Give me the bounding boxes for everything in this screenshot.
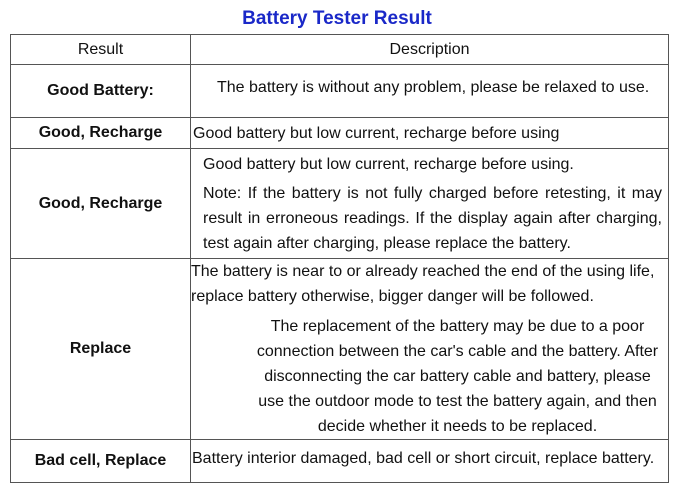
description-text: Battery interior damaged, bad cell or short circuit, replace battery. <box>192 449 655 467</box>
table-row <box>11 118 669 149</box>
result-cell: Good Battery: <box>11 65 191 118</box>
table-row <box>11 65 669 118</box>
result-cell: Bad cell, Replace <box>11 440 191 483</box>
description-note: Note: If the battery is not fully charged before retesting, it may result in erroneous readings. If the display again after charging, test again after charging, please replace the battery. <box>203 184 662 252</box>
battery-result-table <box>10 34 669 483</box>
description-cell <box>191 118 669 149</box>
result-cell: Good, Recharge <box>11 149 191 259</box>
description-column-header: Description <box>191 35 669 65</box>
description-text: Good battery but low current, recharge before using <box>193 124 560 142</box>
description-cell <box>191 440 669 483</box>
table-row <box>11 149 669 259</box>
description-cell <box>191 149 669 259</box>
result-cell: Good, Recharge <box>11 118 191 149</box>
description-cell <box>191 65 669 118</box>
description-cell <box>191 259 669 440</box>
result-cell: Replace <box>11 259 191 440</box>
result-column-header: Result <box>11 35 191 65</box>
description-note: The replacement of the battery may be due to a poor connection between the car's cable and the battery. After disconnecting the car battery cable and battery, please use the outdoor mode to test the battery again, and then decide whether it needs to be replaced. <box>256 318 659 435</box>
description-text: The battery is without any problem, please be relaxed to use. <box>217 78 650 96</box>
description-text: Good battery but low current, recharge before using. <box>203 155 574 173</box>
table-header-row <box>11 35 669 65</box>
description-text: The battery is near to or already reached the end of the using life, replace battery otherwise, bigger danger will be followed. <box>191 263 655 305</box>
document-title: Battery Tester Result <box>242 8 432 29</box>
table-row <box>11 440 669 483</box>
table-row <box>11 259 669 440</box>
